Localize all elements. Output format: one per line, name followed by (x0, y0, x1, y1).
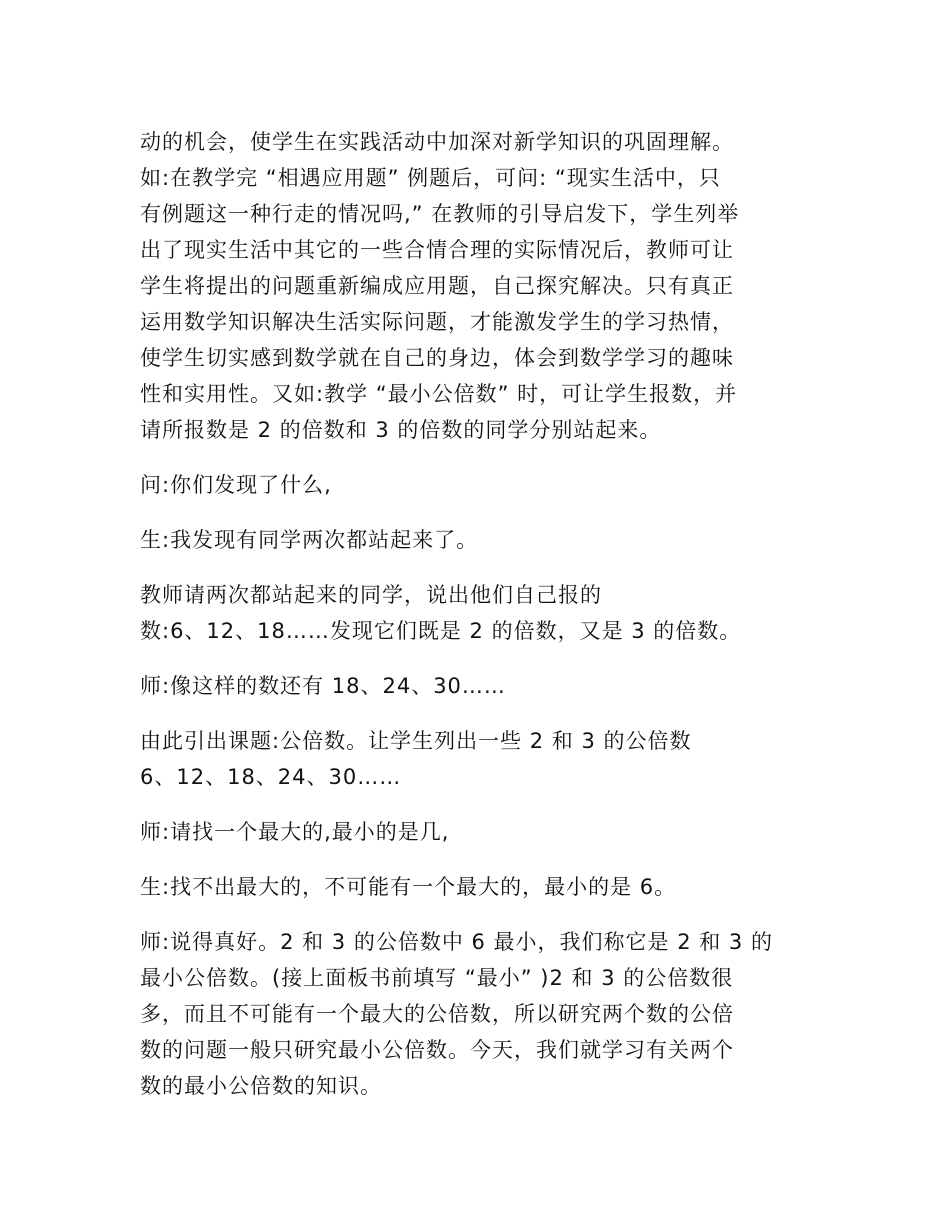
text-line: 数的问题一般只研究最小公倍数。今天，我们就学习有关两个 (140, 1038, 734, 1062)
paragraph-topic-intro (140, 723, 830, 795)
text-line: 数:6、12、18……发现它们既是 2 的倍数，又是 3 的倍数。 (140, 619, 742, 643)
text-line: 请所报数是 2 的倍数和 3 的倍数的同学分别站起来。 (140, 418, 662, 442)
text-line: 有例题这一种行走的情况吗,” 在教师的引导启发下，学生列举 (140, 202, 740, 226)
text-line: 多，而且不可能有一个最大的公倍数，所以研究两个数的公倍 (140, 1002, 734, 1026)
paragraph-student-answer (140, 522, 830, 558)
text-line: 动的机会，使学生在实践活动中加深对新学知识的巩固理解。 (140, 130, 734, 154)
text-line: 学生将提出的问题重新编成应用题，自己探究解决。只有真正 (140, 274, 734, 298)
text-line: 最小公倍数。(接上面板书前填写 “最小” )2 和 3 的公倍数很 (140, 966, 734, 990)
text-line: 问:你们发现了什么, (140, 473, 332, 497)
paragraph-student-find (140, 869, 830, 905)
paragraph-question (140, 467, 830, 503)
text-line: 运用数学知识解决生活实际问题，才能激发学生的学习热情， (140, 310, 734, 334)
paragraph-teacher-conclusion (140, 924, 830, 1104)
text-line: 6、12、18、24、30…… (140, 765, 402, 789)
text-line: 师:像这样的数还有 18、24、30…… (140, 674, 506, 698)
paragraph-teacher-find (140, 814, 830, 850)
text-line: 出了现实生活中其它的一些合情合理的实际情况后，教师可让 (140, 238, 734, 262)
text-line: 生:找不出最大的，不可能有一个最大的，最小的是 6。 (140, 875, 677, 899)
text-line: 生:我发现有同学两次都站起来了。 (140, 528, 479, 552)
paragraph-practice-intro (140, 124, 830, 448)
text-line: 由此引出课题:公倍数。让学生列出一些 2 和 3 的公倍数 (140, 729, 692, 753)
text-line: 使学生切实感到数学就在自己的身边，体会到数学学习的趣味 (140, 346, 734, 370)
text-line: 教师请两次都站起来的同学，说出他们自己报的 (140, 583, 602, 607)
text-line: 师:说得真好。2 和 3 的公倍数中 6 最小，我们称它是 2 和 3 的 (140, 930, 773, 954)
text-line: 师:请找一个最大的,最小的是几, (140, 820, 450, 844)
text-line: 性和实用性。又如:教学 “最小公倍数” 时，可让学生报数，并 (140, 382, 738, 406)
paragraph-teacher-more (140, 668, 830, 704)
paragraph-teacher-request (140, 577, 830, 649)
text-line: 如:在教学完 “相遇应用题” 例题后，可问: “现实生活中，只 (140, 166, 721, 190)
text-line: 数的最小公倍数的知识。 (140, 1074, 382, 1098)
